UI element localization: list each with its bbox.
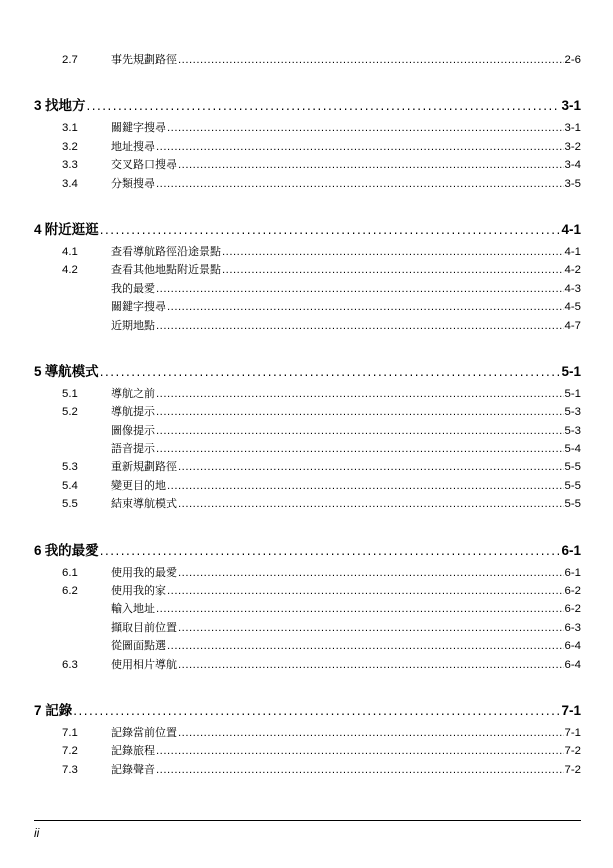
entry-title: 使用相片導航 — [111, 657, 177, 671]
toc-entry[interactable] — [34, 175, 581, 193]
dot-leader — [167, 301, 564, 313]
toc-entry[interactable] — [34, 280, 581, 298]
toc-entry[interactable] — [34, 119, 581, 137]
dot-leader — [178, 159, 564, 171]
entry-title: 結束導航模式 — [111, 497, 177, 511]
toc-chapter — [34, 218, 581, 335]
entry-title: 記錄聲音 — [111, 762, 155, 776]
chapter-number: 3 — [34, 98, 42, 114]
toc-entry[interactable] — [34, 243, 581, 261]
dot-leader — [156, 603, 564, 615]
entry-page-number: 5-5 — [564, 461, 581, 474]
dot-leader — [167, 585, 564, 597]
toc-entry[interactable] — [34, 440, 581, 458]
toc-entry[interactable] — [34, 298, 581, 316]
entry-title: 語音提示 — [111, 442, 155, 456]
toc-entry[interactable] — [34, 317, 581, 335]
chapter-page-number: 4-1 — [561, 221, 581, 237]
entry-title: 圖像提示 — [111, 423, 155, 437]
dot-leader — [156, 443, 564, 455]
entry-page-number: 6-2 — [564, 585, 581, 598]
toc-entry[interactable] — [34, 619, 581, 637]
chapter-page-number: 3-1 — [561, 98, 581, 114]
dot-leader — [222, 264, 564, 276]
entry-page-number: 6-2 — [564, 603, 581, 616]
entry-title: 重新規劃路徑 — [111, 460, 177, 474]
entry-number: 3.4 — [62, 177, 78, 190]
entry-title: 擷取目前位置 — [111, 620, 177, 634]
toc-entry[interactable] — [34, 495, 581, 513]
toc-chapter — [34, 94, 581, 193]
footer-divider — [34, 820, 581, 821]
entry-title: 記錄旅程 — [111, 744, 155, 758]
entry-title: 我的最愛 — [111, 281, 155, 295]
entry-page-number: 4-2 — [564, 264, 581, 277]
chapter-page-number: 5-1 — [561, 363, 581, 379]
dot-leader — [167, 480, 564, 492]
chapter-title: 我的最愛 — [44, 542, 99, 559]
entry-page-number: 5-4 — [564, 443, 581, 456]
toc-chapter-heading[interactable] — [34, 94, 581, 114]
chapter-page-number: 7-1 — [561, 702, 581, 718]
table-of-contents — [34, 51, 581, 779]
dot-leader — [167, 640, 564, 652]
dot-leader — [156, 320, 564, 332]
toc-entry[interactable] — [34, 656, 581, 674]
entry-page-number: 6-4 — [564, 658, 581, 671]
chapter-title: 附近逛逛 — [44, 221, 99, 238]
entry-title: 記錄當前位置 — [111, 725, 177, 739]
entry-number: 5.3 — [62, 461, 78, 474]
entry-title: 導航提示 — [111, 405, 155, 419]
entry-title: 使用我的家 — [111, 584, 166, 598]
chapter-number: 5 — [34, 363, 42, 379]
dot-leader — [156, 283, 564, 295]
entry-title: 近期地點 — [111, 318, 155, 332]
toc-entry[interactable] — [34, 385, 581, 403]
entry-title: 使用我的最愛 — [111, 565, 177, 579]
dot-leader — [222, 246, 564, 258]
toc-entry[interactable] — [34, 637, 581, 655]
chapter-number: 7 — [34, 702, 42, 718]
chapter-title: 記錄 — [45, 702, 73, 719]
entry-page-number: 4-5 — [564, 301, 581, 314]
dot-leader — [100, 543, 561, 558]
toc-entry[interactable] — [34, 422, 581, 440]
entry-page-number: 5-3 — [564, 424, 581, 437]
toc-entry[interactable] — [34, 403, 581, 421]
toc-entry[interactable] — [34, 564, 581, 582]
toc-chapter — [34, 360, 581, 514]
entry-page-number: 4-3 — [564, 282, 581, 295]
entry-number: 3.2 — [62, 140, 78, 153]
toc-entry[interactable] — [34, 51, 581, 69]
entry-title: 分類搜尋 — [111, 176, 155, 190]
dot-leader — [100, 222, 561, 237]
entry-page-number: 6-4 — [564, 640, 581, 653]
dot-leader — [156, 141, 564, 153]
entry-title: 查看導航路徑沿途景點 — [111, 244, 221, 258]
entry-page-number: 5-3 — [564, 406, 581, 419]
toc-chapter-heading[interactable] — [34, 218, 581, 238]
dot-leader — [73, 703, 560, 718]
entry-page-number: 6-1 — [564, 566, 581, 579]
dot-leader — [100, 364, 561, 379]
chapter-number: 6 — [34, 542, 42, 558]
entry-title: 導航之前 — [111, 386, 155, 400]
entry-title: 從圖面點選 — [111, 639, 166, 653]
entry-page-number: 3-1 — [564, 122, 581, 135]
chapter-title: 導航模式 — [44, 363, 99, 380]
entry-page-number: 4-1 — [564, 245, 581, 258]
chapter-title: 找地方 — [44, 98, 86, 115]
dot-leader — [86, 98, 560, 113]
entry-page-number: 6-3 — [564, 621, 581, 634]
toc-entry[interactable] — [34, 138, 581, 156]
entry-number: 6.1 — [62, 566, 78, 579]
entry-number: 6.2 — [62, 585, 78, 598]
entry-title: 查看其他地點附近景點 — [111, 263, 221, 277]
entry-page-number: 3-2 — [564, 140, 581, 153]
toc-entry[interactable] — [34, 761, 581, 779]
entry-title: 變更目的地 — [111, 478, 166, 492]
dot-leader — [178, 461, 564, 473]
entry-number: 4.2 — [62, 264, 78, 277]
entry-title: 輸入地址 — [111, 602, 155, 616]
dot-leader — [178, 659, 564, 671]
dot-leader — [156, 406, 564, 418]
entry-number: 5.2 — [62, 406, 78, 419]
entry-number: 3.3 — [62, 159, 78, 172]
entry-page-number: 5-5 — [564, 479, 581, 492]
entry-title: 關鍵字搜尋 — [111, 300, 166, 314]
entry-page-number: 7-1 — [564, 726, 581, 739]
chapter-page-number: 6-1 — [561, 542, 581, 558]
entry-page-number: 3-5 — [564, 177, 581, 190]
dot-leader — [156, 764, 564, 776]
dot-leader — [178, 567, 564, 579]
toc-chapter — [34, 699, 581, 779]
chapter-number: 4 — [34, 221, 42, 237]
toc-entry[interactable] — [34, 582, 581, 600]
entry-page-number: 7-2 — [564, 763, 581, 776]
entry-number: 7.2 — [62, 745, 78, 758]
toc-entry[interactable] — [34, 600, 581, 618]
entry-number: 3.1 — [62, 122, 78, 135]
entry-title: 關鍵字搜尋 — [111, 121, 166, 135]
dot-leader — [156, 388, 564, 400]
entry-number: 7.1 — [62, 726, 78, 739]
entry-page-number: 2-6 — [564, 54, 581, 66]
dot-leader — [167, 122, 564, 134]
entry-page-number: 5-1 — [564, 387, 581, 400]
entry-number: 6.3 — [62, 658, 78, 671]
toc-chapter-heading[interactable] — [34, 360, 581, 380]
entry-number: 5.5 — [62, 498, 78, 511]
entry-page-number: 5-5 — [564, 498, 581, 511]
entry-page-number: 4-7 — [564, 319, 581, 332]
entry-number: 5.1 — [62, 387, 78, 400]
entry-title: 交叉路口搜尋 — [111, 158, 177, 172]
dot-leader — [156, 745, 564, 757]
entry-title: 事先規劃路徑 — [111, 53, 177, 66]
toc-entry[interactable] — [34, 261, 581, 279]
entry-number: 5.4 — [62, 479, 78, 492]
toc-chapter-heading[interactable] — [34, 699, 581, 719]
dot-leader — [178, 498, 564, 510]
toc-chapter-heading[interactable] — [34, 539, 581, 559]
entry-number: 4.1 — [62, 245, 78, 258]
dot-leader — [178, 727, 564, 739]
entry-title: 地址搜尋 — [111, 139, 155, 153]
dot-leader — [178, 622, 564, 634]
toc-chapter — [34, 539, 581, 674]
toc-entry[interactable] — [34, 477, 581, 495]
footer-page-number: ii — [34, 826, 40, 840]
dot-leader — [156, 425, 564, 437]
toc-entry[interactable] — [34, 458, 581, 476]
toc-entry[interactable] — [34, 156, 581, 174]
entry-number: 2.7 — [62, 54, 78, 66]
toc-chapter — [34, 51, 581, 69]
dot-leader — [156, 178, 564, 190]
entry-page-number: 7-2 — [564, 745, 581, 758]
toc-entry[interactable] — [34, 724, 581, 742]
dot-leader — [178, 54, 564, 66]
entry-number: 7.3 — [62, 763, 78, 776]
entry-page-number: 3-4 — [564, 159, 581, 172]
toc-entry[interactable] — [34, 742, 581, 760]
